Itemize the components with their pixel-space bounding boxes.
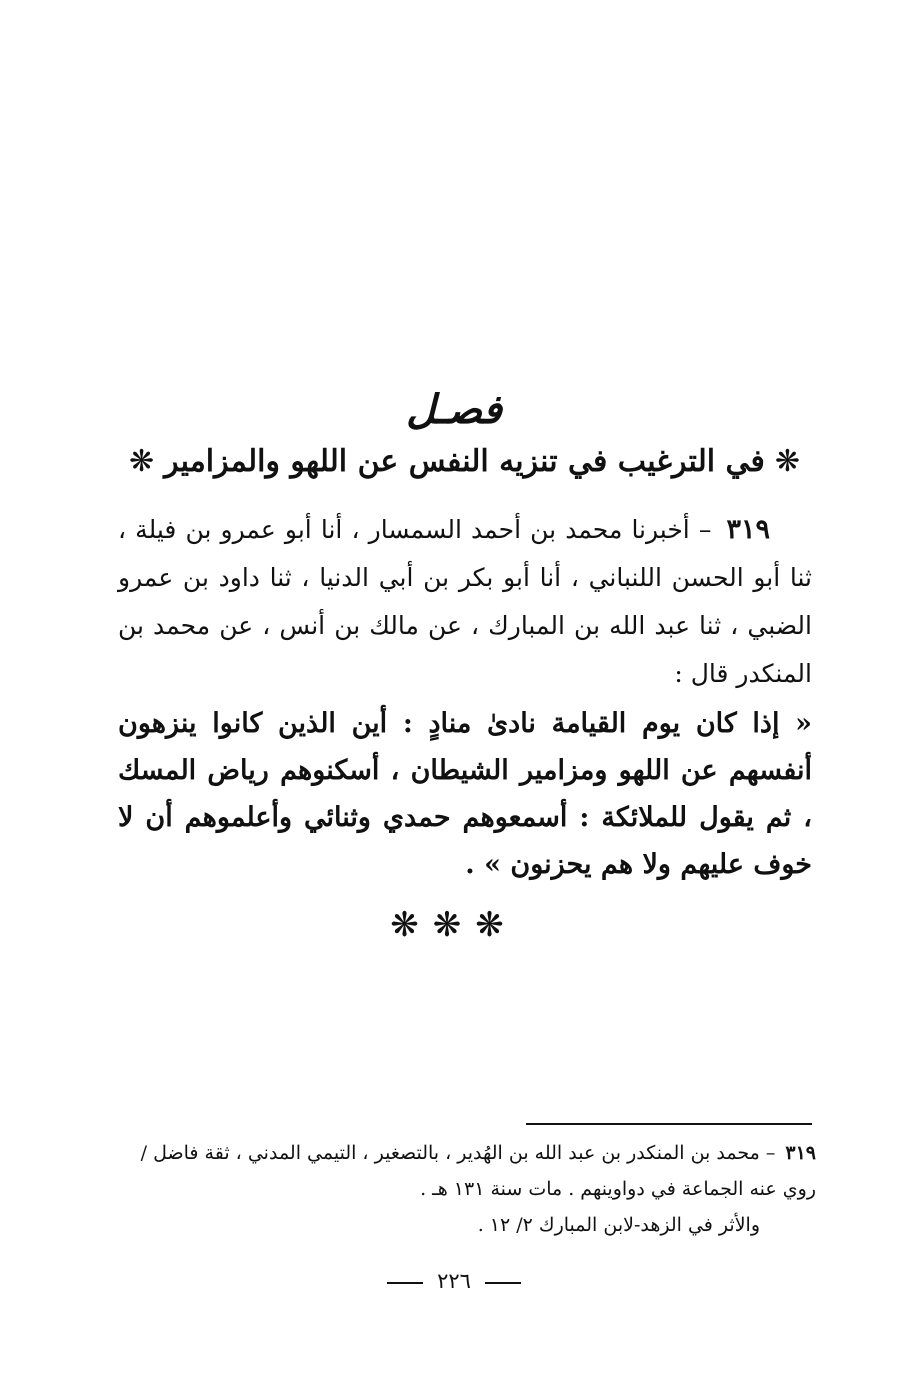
section-subtitle-text: في الترغيب في تنزيه النفس عن اللهو والمزامير xyxy=(164,444,765,479)
footnote-divider xyxy=(526,1123,812,1125)
footnote-text: – محمد بن المنكدر بن عبد الله بن الهُدير ، بالتصغير ، التيمي المدني ، ثقة فاضل / xyxy=(140,1142,776,1164)
footnote-number: ٣١٩ xyxy=(785,1142,816,1164)
page-number-dash xyxy=(485,1282,521,1284)
footnote-text: والأثر في الزهد-لابن المبارك ٢/ ١٢ . xyxy=(477,1214,760,1236)
page-number-value: ٢٢٦ xyxy=(437,1269,471,1293)
separator-stars-icon: ❋❋❋ xyxy=(390,905,518,945)
section-title: فصـل xyxy=(406,386,502,433)
hadith-number: ٣١٩ xyxy=(726,514,770,545)
hadith-quote: « إذا كان يوم القيامة نادىٰ منادٍ : أين الذين كانوا ينزهون أنفسهم عن اللهو ومزامير الشيطان ، أسكنوهم رياض المسك ، ثم يقول للملائكة : أسمعوهم حمدي وثنائي وأعلموهم أن لا خوف عليهم ولا هم يحزنون » . xyxy=(118,708,812,880)
footnote-line xyxy=(92,1135,816,1171)
hadith-chain xyxy=(118,506,812,698)
hadith-chain-text: – أخبرنا محمد بن أحمد السمسار ، أنا أبو عمرو بن فيلة ، ثنا أبو الحسن اللنباني ، أنا أبو بكر بن أبي الدنيا ، ثنا داود بن عمرو الضبي ، ثنا عبد الله بن المبارك ، عن مالك بن أنس ، عن محمد بن المنكدر قال : xyxy=(118,515,812,688)
footnotes xyxy=(92,1135,816,1243)
ornament-star-icon: ❋ xyxy=(128,444,155,479)
footnote-line xyxy=(92,1171,816,1207)
footnote-text: روي عنه الجماعة في دواوينهم . مات سنة ١٣١ هـ . xyxy=(420,1178,816,1200)
page-number-dash xyxy=(387,1282,423,1284)
page-number xyxy=(0,1263,908,1299)
section-subtitle xyxy=(120,436,810,488)
footnote-line xyxy=(92,1207,816,1243)
ornament-star-icon: ❋ xyxy=(774,444,800,479)
